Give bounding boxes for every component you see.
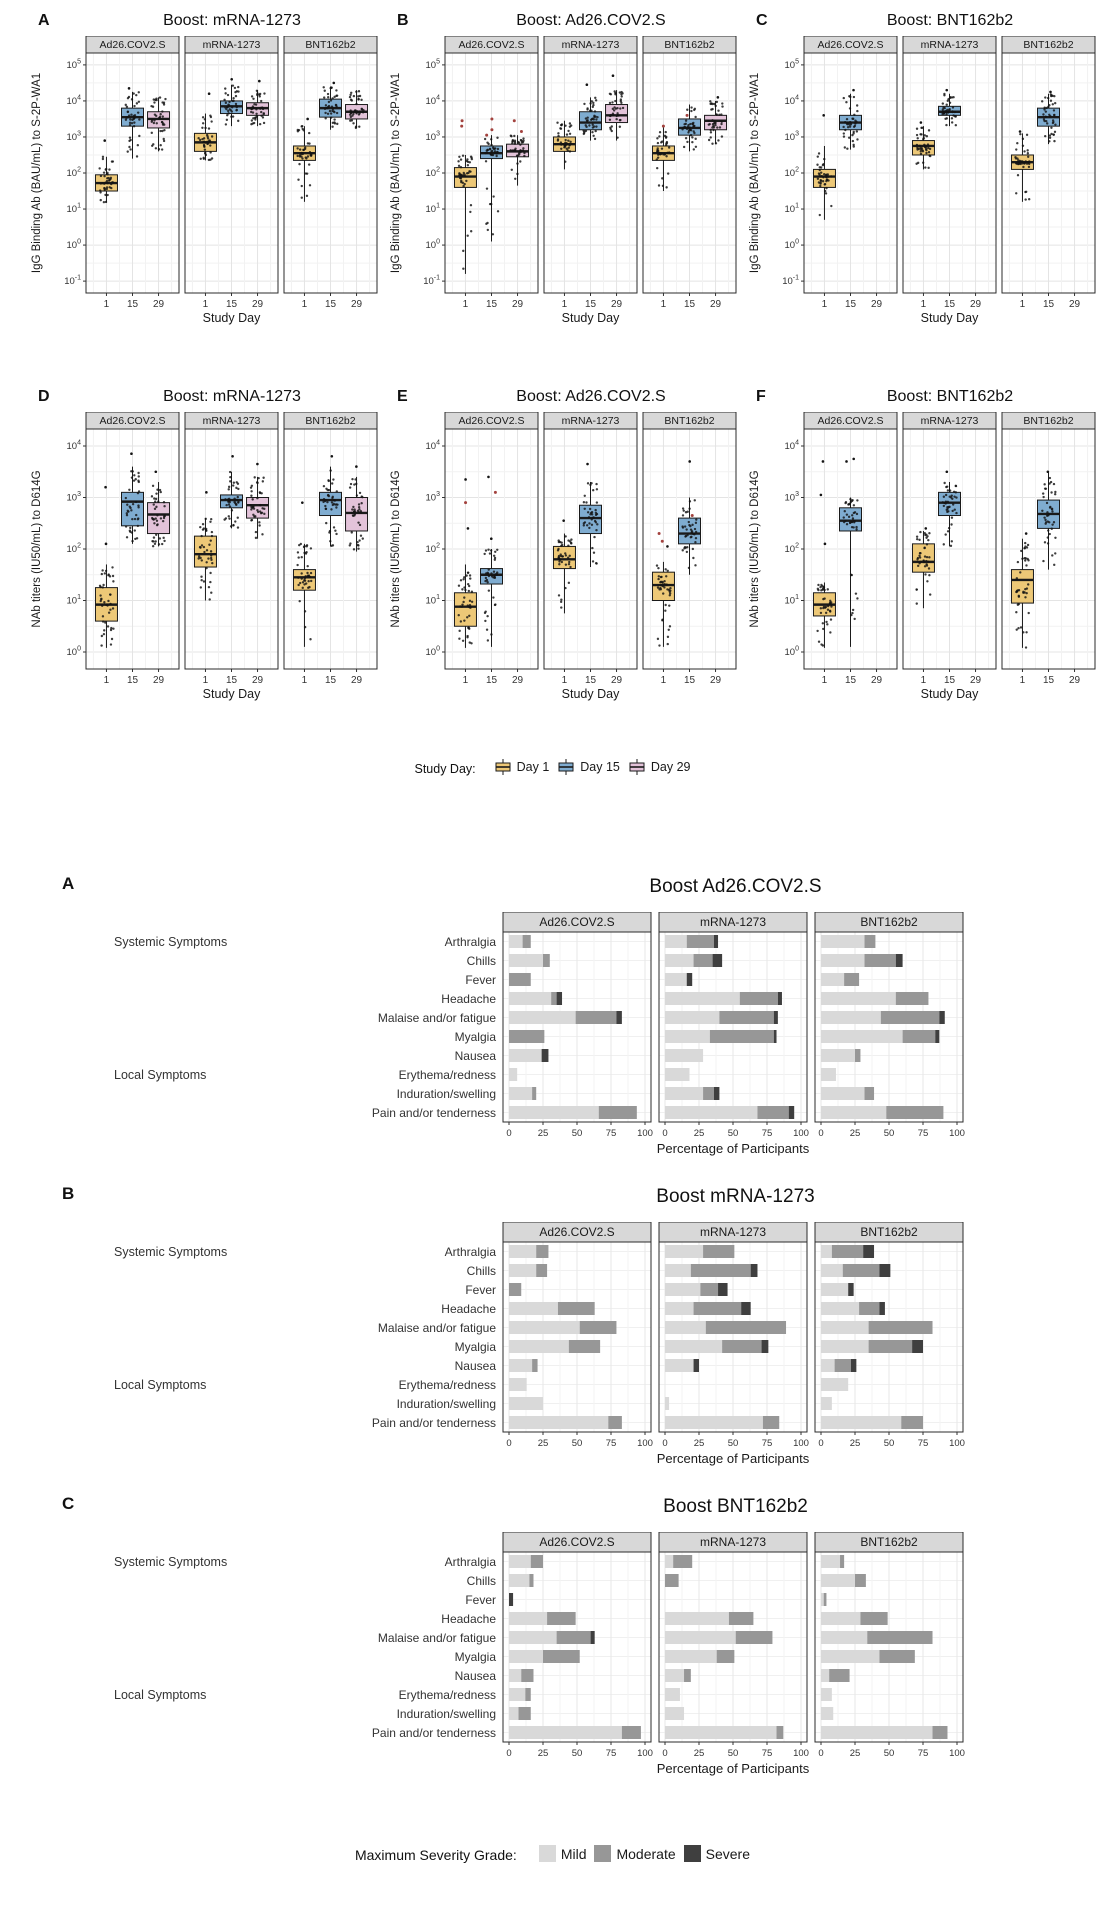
svg-text:1: 1 [103, 299, 110, 310]
svg-text:29: 29 [870, 299, 883, 310]
svg-text:Ad26.COV2.S: Ad26.COV2.S [458, 39, 525, 51]
svg-text:101: $10^1$ [66, 202, 81, 216]
legend-item-label: Mild [560, 1845, 587, 1862]
svg-text:75: 75 [917, 1128, 929, 1139]
panel-tag: A [38, 12, 50, 29]
svg-text:15: 15 [1042, 675, 1055, 686]
svg-text:100: 100 [637, 1748, 653, 1759]
svg-text:BNT162b2: BNT162b2 [860, 915, 918, 929]
svg-text:Ad26.COV2.S: Ad26.COV2.S [99, 39, 166, 51]
svg-text:104: $10^4$ [66, 94, 81, 107]
chart-svg [746, 36, 1102, 326]
svg-text:Fever: Fever [465, 1283, 496, 1297]
svg-text:75: 75 [605, 1128, 617, 1139]
svg-text:Study Day: Study Day [561, 311, 620, 325]
svg-text:15: 15 [844, 299, 857, 310]
stacked-bar-chart [48, 912, 1058, 1158]
panel-tag: C [62, 1494, 75, 1513]
svg-text:1: 1 [462, 675, 469, 686]
svg-text:15: 15 [584, 675, 597, 686]
svg-text:1: 1 [1019, 299, 1026, 310]
panel-tag: F [756, 388, 766, 405]
legend-item-label: Day 29 [650, 760, 691, 774]
svg-text:BNT162b2: BNT162b2 [860, 1535, 918, 1549]
svg-text:Systemic Symptoms: Systemic Symptoms [114, 1555, 228, 1569]
svg-text:102: $10^2$ [66, 542, 81, 555]
svg-text:75: 75 [761, 1128, 773, 1139]
svg-text:1: 1 [920, 675, 927, 686]
chart-svg [48, 912, 1053, 1158]
legend-item-label: Day 15 [580, 760, 620, 774]
boxplot-chart [387, 36, 743, 326]
svg-text:Induration/swelling: Induration/swelling [396, 1397, 496, 1411]
severity-legend-items [539, 1845, 758, 1865]
svg-text:75: 75 [605, 1438, 617, 1449]
svg-text:1: 1 [301, 299, 308, 310]
svg-text:1: 1 [103, 675, 110, 686]
chart-svg [48, 1532, 1053, 1778]
svg-text:15: 15 [844, 675, 857, 686]
svg-text:29: 29 [511, 675, 524, 686]
boxplot-key-icon [494, 758, 512, 776]
svg-text:100: 100 [793, 1438, 809, 1449]
bar-panel-B [48, 1178, 1058, 1468]
svg-text:Ad26.COV2.S: Ad26.COV2.S [539, 915, 615, 929]
svg-text:25: 25 [693, 1438, 705, 1449]
panel-title: Boost BNT162b2 [663, 1496, 808, 1517]
svg-text:29: 29 [152, 675, 165, 686]
svg-text:103: $10^3$ [66, 490, 81, 504]
svg-text:Arthralgia: Arthralgia [444, 1555, 496, 1569]
svg-text:100: $10^0$ [784, 238, 799, 252]
boxplot-chart [28, 412, 384, 702]
chart-svg [28, 412, 384, 702]
chart-svg [387, 36, 743, 326]
box-panel-C [746, 10, 1102, 326]
svg-text:75: 75 [917, 1438, 929, 1449]
boxplot-key-icon [628, 758, 646, 776]
svg-text:50: 50 [727, 1438, 739, 1449]
svg-text:101: $10^1$ [425, 594, 440, 607]
svg-text:29: 29 [610, 675, 623, 686]
svg-text:104: $10^4$ [784, 439, 799, 452]
svg-text:1: 1 [660, 675, 667, 686]
box-panel-D [28, 386, 384, 702]
panel-header [387, 10, 743, 36]
panel-header [48, 1488, 1058, 1532]
svg-text:100: $10^0$ [66, 645, 81, 659]
legend-item-label: Moderate [616, 1845, 676, 1862]
svg-text:15: 15 [683, 675, 696, 686]
svg-text:102: $10^2$ [425, 166, 440, 179]
panel-tag: E [397, 388, 408, 405]
svg-text:50: 50 [883, 1128, 895, 1139]
svg-text:Erythema/redness: Erythema/redness [398, 1688, 496, 1702]
panel-title: Boost: BNT162b2 [886, 12, 1014, 29]
box-panel-A [28, 10, 384, 326]
panel-tag: A [62, 874, 75, 893]
panel-header [48, 1178, 1058, 1222]
stacked-bar-chart [48, 1532, 1058, 1778]
svg-text:15: 15 [943, 299, 956, 310]
svg-text:Malaise and/or fatigue: Malaise and/or fatigue [377, 1631, 496, 1645]
svg-text:Myalgia: Myalgia [454, 1340, 496, 1354]
svg-text:Headache: Headache [441, 992, 496, 1006]
svg-text:IgG Binding Ab (BAU/mL) to S-2: IgG Binding Ab (BAU/mL) to S-2P-WA1 [31, 72, 43, 274]
svg-text:50: 50 [883, 1748, 895, 1759]
svg-text:Malaise and/or fatigue: Malaise and/or fatigue [377, 1011, 496, 1025]
svg-text:29: 29 [350, 675, 363, 686]
svg-text:Nausea: Nausea [454, 1049, 496, 1063]
svg-text:29: 29 [1068, 675, 1081, 686]
svg-text:104: $10^4$ [784, 94, 799, 107]
panel-tag: D [38, 388, 50, 405]
svg-text:100: 100 [949, 1128, 965, 1139]
svg-text:1: 1 [301, 675, 308, 686]
svg-text:100: $10^0$ [784, 645, 799, 659]
svg-text:0: 0 [662, 1438, 668, 1449]
svg-text:15: 15 [584, 299, 597, 310]
legend-item-day-1 [494, 758, 550, 776]
svg-text:Ad26.COV2.S: Ad26.COV2.S [817, 39, 884, 51]
boxplot-chart [746, 36, 1102, 326]
svg-text:0: 0 [506, 1438, 512, 1449]
svg-text:mRNA-1273: mRNA-1273 [202, 415, 261, 427]
svg-text:25: 25 [693, 1748, 705, 1759]
svg-text:50: 50 [571, 1128, 583, 1139]
legend-item-label: Day 1 [516, 760, 550, 774]
bar-panel-A [48, 868, 1058, 1158]
panel-header [28, 10, 384, 36]
svg-text:29: 29 [709, 675, 722, 686]
svg-text:15: 15 [485, 675, 498, 686]
severity-swatch-icon [539, 1845, 556, 1862]
svg-text:Arthralgia: Arthralgia [444, 935, 496, 949]
svg-text:104: $10^4$ [66, 439, 81, 452]
severity-legend [0, 1845, 1113, 1865]
svg-text:BNT162b2: BNT162b2 [305, 39, 356, 51]
svg-text:0: 0 [662, 1748, 668, 1759]
svg-text:1: 1 [202, 675, 209, 686]
svg-text:50: 50 [571, 1438, 583, 1449]
svg-text:29: 29 [610, 299, 623, 310]
boxplot-grid [28, 10, 1102, 702]
svg-text:10-1: $10^{-1}$ [64, 274, 81, 288]
panel-title: Boost: mRNA-1273 [163, 388, 301, 405]
svg-text:100: 100 [793, 1748, 809, 1759]
legend-item-day-29 [628, 758, 691, 776]
svg-text:101: $10^1$ [784, 202, 799, 216]
svg-text:100: $10^0$ [66, 238, 81, 252]
panel-title: Boost: Ad26.COV2.S [516, 388, 666, 405]
legend-item-mild [539, 1845, 587, 1862]
bar-panel-C [48, 1488, 1058, 1778]
svg-text:0: 0 [818, 1748, 824, 1759]
svg-text:Local Symptoms: Local Symptoms [114, 1378, 207, 1392]
svg-text:Headache: Headache [441, 1612, 496, 1626]
svg-text:75: 75 [761, 1748, 773, 1759]
svg-text:100: $10^0$ [425, 645, 440, 659]
legend-item-severe [684, 1845, 750, 1862]
svg-text:25: 25 [849, 1128, 861, 1139]
svg-text:Study Day: Study Day [202, 311, 261, 325]
svg-text:100: 100 [949, 1748, 965, 1759]
svg-text:104: $10^4$ [425, 439, 440, 452]
svg-text:Study Day: Study Day [920, 311, 979, 325]
svg-text:Fever: Fever [465, 1593, 496, 1607]
svg-text:mRNA-1273: mRNA-1273 [202, 39, 261, 51]
boxplot-chart [28, 36, 384, 326]
svg-text:Nausea: Nausea [454, 1359, 496, 1373]
svg-text:25: 25 [693, 1128, 705, 1139]
study-day-legend-items [494, 758, 699, 779]
svg-text:100: 100 [793, 1128, 809, 1139]
svg-text:29: 29 [251, 675, 264, 686]
svg-text:Myalgia: Myalgia [454, 1030, 496, 1044]
svg-text:25: 25 [849, 1438, 861, 1449]
svg-text:1: 1 [561, 675, 568, 686]
svg-text:mRNA-1273: mRNA-1273 [561, 415, 620, 427]
legend-item-day-15 [557, 758, 620, 776]
svg-text:103: $10^3$ [425, 490, 440, 504]
stacked-bar-chart [48, 1222, 1058, 1468]
svg-text:29: 29 [350, 299, 363, 310]
svg-text:mRNA-1273: mRNA-1273 [920, 415, 979, 427]
svg-text:25: 25 [849, 1748, 861, 1759]
svg-text:Local Symptoms: Local Symptoms [114, 1068, 207, 1082]
svg-text:Percentage of Participants: Percentage of Participants [656, 1141, 810, 1156]
svg-text:BNT162b2: BNT162b2 [860, 1225, 918, 1239]
svg-text:104: $10^4$ [425, 94, 440, 107]
svg-text:75: 75 [917, 1748, 929, 1759]
svg-text:15: 15 [126, 675, 139, 686]
chart-svg [28, 36, 384, 326]
panel-header [48, 868, 1058, 912]
svg-text:Chills: Chills [466, 954, 496, 968]
svg-text:Study Day: Study Day [920, 687, 979, 701]
legend-item-label: Severe [705, 1845, 750, 1862]
study-day-legend-title: Study Day: [414, 761, 476, 776]
svg-text:29: 29 [251, 299, 264, 310]
svg-text:0: 0 [506, 1128, 512, 1139]
chart-svg [746, 412, 1102, 702]
svg-text:0: 0 [506, 1748, 512, 1759]
svg-text:100: $10^0$ [425, 238, 440, 252]
svg-text:15: 15 [126, 299, 139, 310]
panel-tag: C [756, 12, 768, 29]
svg-text:75: 75 [605, 1748, 617, 1759]
chart-svg [387, 412, 743, 702]
svg-text:mRNA-1273: mRNA-1273 [561, 39, 620, 51]
svg-text:102: $10^2$ [66, 166, 81, 179]
svg-text:NAb titers (IU50/mL) to D614G: NAb titers (IU50/mL) to D614G [390, 470, 402, 628]
svg-text:Pain and/or tenderness: Pain and/or tenderness [371, 1416, 496, 1430]
svg-text:102: $10^2$ [784, 542, 799, 555]
svg-text:BNT162b2: BNT162b2 [305, 415, 356, 427]
box-panel-B [387, 10, 743, 326]
panel-title: Boost Ad26.COV2.S [649, 876, 822, 897]
svg-text:Study Day: Study Day [561, 687, 620, 701]
svg-text:50: 50 [883, 1438, 895, 1449]
panel-header [387, 386, 743, 412]
svg-text:Ad26.COV2.S: Ad26.COV2.S [539, 1535, 615, 1549]
svg-text:mRNA-1273: mRNA-1273 [920, 39, 979, 51]
svg-text:15: 15 [683, 299, 696, 310]
svg-text:mRNA-1273: mRNA-1273 [699, 915, 767, 929]
legend-item-moderate [594, 1845, 675, 1862]
svg-text:Pain and/or tenderness: Pain and/or tenderness [371, 1726, 496, 1740]
svg-text:100: 100 [949, 1438, 965, 1449]
svg-text:15: 15 [1042, 299, 1055, 310]
svg-text:Percentage of Participants: Percentage of Participants [656, 1761, 810, 1776]
svg-text:Malaise and/or fatigue: Malaise and/or fatigue [377, 1321, 496, 1335]
svg-text:25: 25 [537, 1748, 549, 1759]
svg-text:Systemic Symptoms: Systemic Symptoms [114, 935, 228, 949]
svg-text:103: $10^3$ [425, 130, 440, 143]
svg-text:29: 29 [511, 299, 524, 310]
svg-text:29: 29 [969, 675, 982, 686]
panel-title: Boost: mRNA-1273 [163, 12, 301, 29]
svg-text:0: 0 [818, 1128, 824, 1139]
svg-text:IgG Binding Ab (BAU/mL) to S-2: IgG Binding Ab (BAU/mL) to S-2P-WA1 [749, 72, 761, 274]
svg-text:Arthralgia: Arthralgia [444, 1245, 496, 1259]
svg-text:10-1: $10^{-1}$ [423, 274, 440, 288]
svg-text:100: 100 [637, 1438, 653, 1449]
svg-text:Nausea: Nausea [454, 1669, 496, 1683]
svg-text:0: 0 [662, 1128, 668, 1139]
svg-text:1: 1 [660, 299, 667, 310]
svg-text:1: 1 [920, 299, 927, 310]
svg-text:101: $10^1$ [784, 594, 799, 607]
svg-text:NAb titers (IU50/mL) to D614G: NAb titers (IU50/mL) to D614G [31, 470, 43, 628]
svg-text:105: $10^5$ [66, 58, 81, 71]
svg-text:103: $10^3$ [784, 490, 799, 504]
svg-text:Erythema/redness: Erythema/redness [398, 1068, 496, 1082]
svg-text:Chills: Chills [466, 1574, 496, 1588]
svg-text:29: 29 [709, 299, 722, 310]
svg-text:15: 15 [225, 299, 238, 310]
svg-text:Ad26.COV2.S: Ad26.COV2.S [99, 415, 166, 427]
svg-text:29: 29 [969, 299, 982, 310]
box-panel-E [387, 386, 743, 702]
svg-text:102: $10^2$ [425, 542, 440, 555]
svg-text:101: $10^1$ [425, 202, 440, 216]
svg-text:0: 0 [818, 1438, 824, 1449]
svg-text:Systemic Symptoms: Systemic Symptoms [114, 1245, 228, 1259]
svg-text:50: 50 [571, 1748, 583, 1759]
svg-text:15: 15 [324, 299, 337, 310]
svg-text:Headache: Headache [441, 1302, 496, 1316]
svg-text:Pain and/or tenderness: Pain and/or tenderness [371, 1106, 496, 1120]
svg-text:29: 29 [870, 675, 883, 686]
svg-text:105: $10^5$ [784, 58, 799, 71]
svg-text:Myalgia: Myalgia [454, 1650, 496, 1664]
svg-text:Induration/swelling: Induration/swelling [396, 1087, 496, 1101]
panel-header [28, 386, 384, 412]
panel-header [746, 10, 1102, 36]
panel-header [746, 386, 1102, 412]
panel-title: Boost mRNA-1273 [656, 1186, 815, 1207]
boxplot-chart [387, 412, 743, 702]
svg-text:1: 1 [1019, 675, 1026, 686]
panel-tag: B [397, 12, 409, 29]
svg-text:Erythema/redness: Erythema/redness [398, 1378, 496, 1392]
svg-text:15: 15 [485, 299, 498, 310]
svg-text:15: 15 [943, 675, 956, 686]
svg-text:10-1: $10^{-1}$ [782, 274, 799, 288]
svg-text:Percentage of Participants: Percentage of Participants [656, 1451, 810, 1466]
svg-text:Chills: Chills [466, 1264, 496, 1278]
panel-title: Boost: BNT162b2 [886, 388, 1014, 405]
svg-text:102: $10^2$ [784, 166, 799, 179]
svg-text:Ad26.COV2.S: Ad26.COV2.S [458, 415, 525, 427]
svg-text:mRNA-1273: mRNA-1273 [699, 1535, 767, 1549]
svg-text:105: $10^5$ [425, 58, 440, 71]
svg-text:BNT162b2: BNT162b2 [664, 415, 715, 427]
svg-text:mRNA-1273: mRNA-1273 [699, 1225, 767, 1239]
panel-tag: B [62, 1184, 75, 1203]
severity-legend-title: Maximum Severity Grade: [354, 1847, 517, 1863]
svg-text:Ad26.COV2.S: Ad26.COV2.S [817, 415, 884, 427]
svg-text:1: 1 [462, 299, 469, 310]
chart-svg [48, 1222, 1053, 1468]
svg-text:15: 15 [324, 675, 337, 686]
svg-text:25: 25 [537, 1438, 549, 1449]
svg-text:101: $10^1$ [66, 594, 81, 607]
svg-text:103: $10^3$ [66, 130, 81, 143]
svg-text:1: 1 [202, 299, 209, 310]
svg-text:103: $10^3$ [784, 130, 799, 143]
svg-text:100: 100 [637, 1128, 653, 1139]
severity-swatch-icon [684, 1845, 701, 1862]
svg-text:50: 50 [727, 1128, 739, 1139]
svg-text:50: 50 [727, 1748, 739, 1759]
svg-text:1: 1 [561, 299, 568, 310]
svg-text:BNT162b2: BNT162b2 [1023, 39, 1074, 51]
svg-text:29: 29 [1068, 299, 1081, 310]
svg-text:Induration/swelling: Induration/swelling [396, 1707, 496, 1721]
svg-text:25: 25 [537, 1128, 549, 1139]
box-panel-F [746, 386, 1102, 702]
svg-text:NAb titers (IU50/mL) to D614G: NAb titers (IU50/mL) to D614G [749, 470, 761, 628]
svg-text:BNT162b2: BNT162b2 [1023, 415, 1074, 427]
svg-text:Study Day: Study Day [202, 687, 261, 701]
svg-text:BNT162b2: BNT162b2 [664, 39, 715, 51]
study-day-legend [0, 758, 1113, 779]
svg-text:Fever: Fever [465, 973, 496, 987]
panel-title: Boost: Ad26.COV2.S [516, 12, 666, 29]
svg-text:IgG Binding Ab (BAU/mL) to S-2: IgG Binding Ab (BAU/mL) to S-2P-WA1 [390, 72, 402, 274]
svg-text:75: 75 [761, 1438, 773, 1449]
boxplot-key-icon [557, 758, 575, 776]
svg-text:15: 15 [225, 675, 238, 686]
svg-text:1: 1 [821, 675, 828, 686]
svg-text:Local Symptoms: Local Symptoms [114, 1688, 207, 1702]
svg-text:1: 1 [821, 299, 828, 310]
severity-swatch-icon [594, 1845, 611, 1862]
svg-text:Ad26.COV2.S: Ad26.COV2.S [539, 1225, 615, 1239]
svg-text:29: 29 [152, 299, 165, 310]
boxplot-chart [746, 412, 1102, 702]
